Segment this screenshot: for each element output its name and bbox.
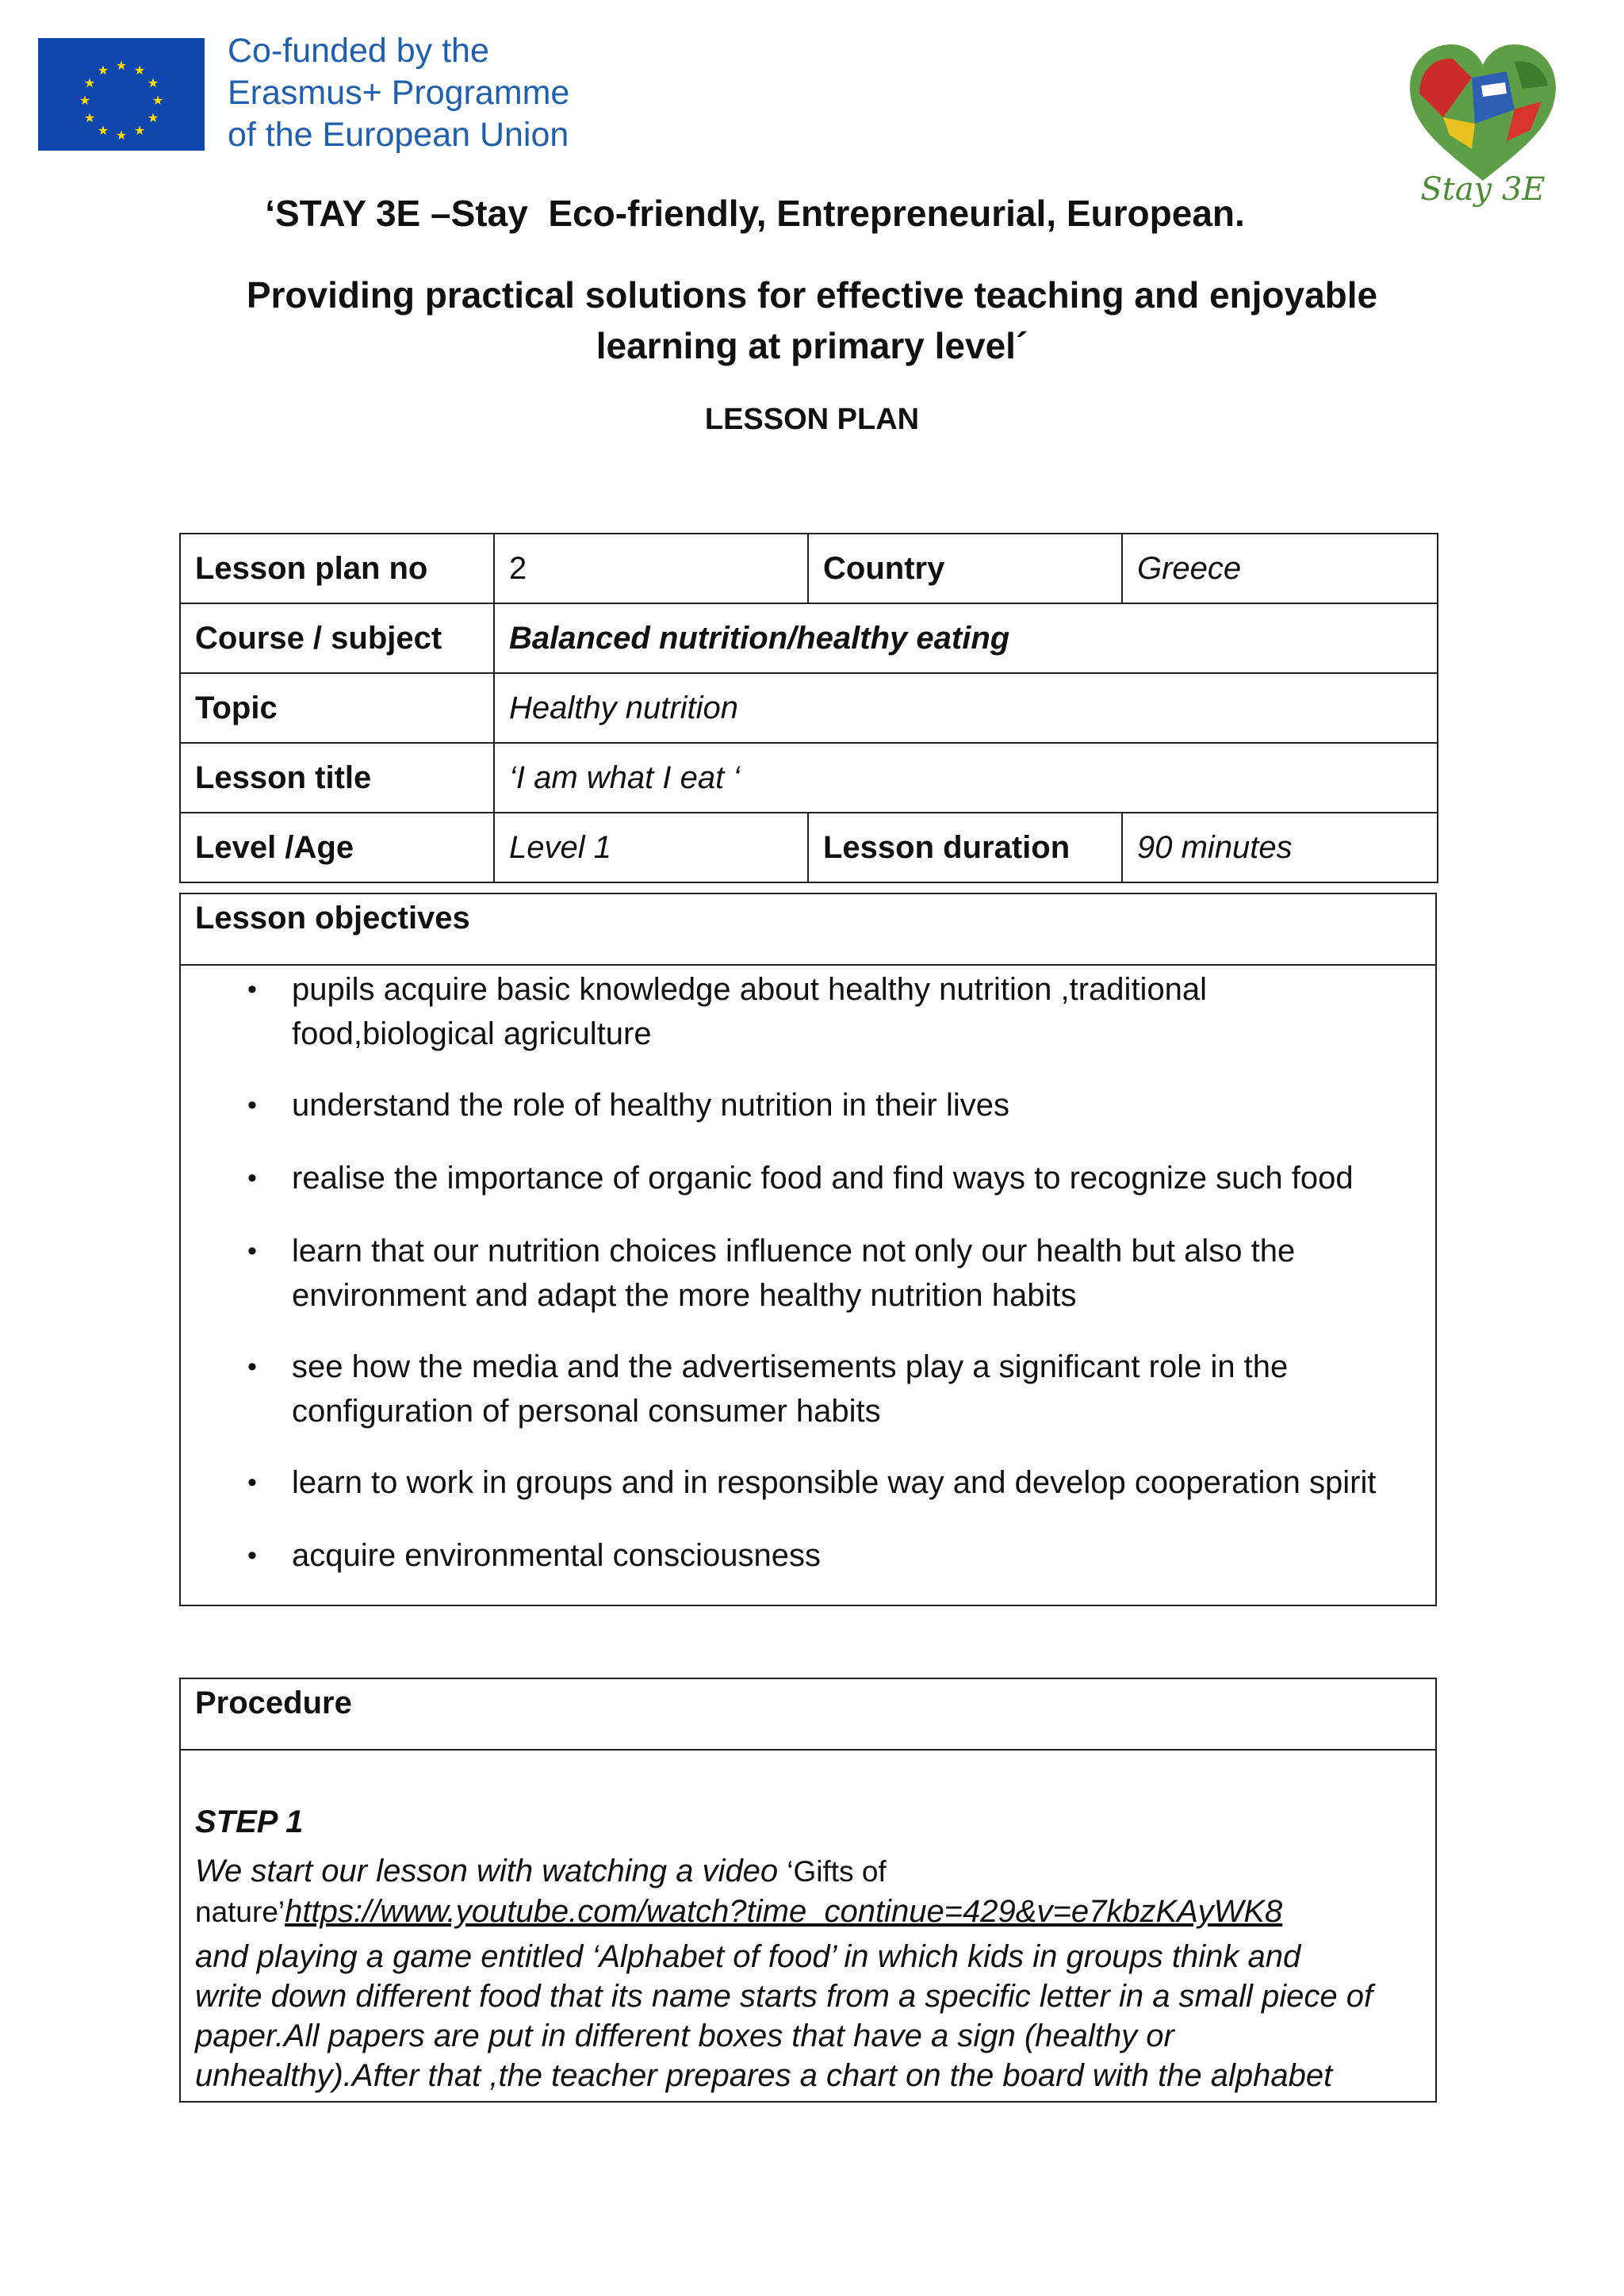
project-title: ‘STAY 3E –Stay Eco-friendly, Entrepreneurial, European. (265, 193, 1245, 234)
eu-cofunded-text (228, 30, 569, 156)
course-value: Balanced nutrition/healthy eating (494, 603, 1438, 673)
bullet-icon: • (247, 1540, 257, 1571)
lesson-info-table (179, 533, 1438, 883)
svg-text:★: ★ (115, 58, 128, 73)
project-subtitle-line-2: learning at primary level´ (596, 325, 1028, 366)
lesson-plan-heading: LESSON PLAN (704, 403, 920, 436)
logo-text: Stay 3E (1420, 171, 1545, 208)
project-subtitle-line-1: Providing practical solutions for effective teaching and enjoyable (246, 274, 1378, 316)
table-row (180, 603, 1438, 673)
svg-text:★: ★ (133, 63, 146, 78)
list-item (247, 1345, 1418, 1433)
step-1-line: paper.All papers are put in different boxes that have a sign (healthy or (195, 2019, 1174, 2053)
lesson-plan-no-label: Lesson plan no (180, 534, 494, 603)
list-item (247, 1083, 1418, 1127)
video-title-part-1: ‘Gifts of (787, 1855, 887, 1888)
list-item (247, 967, 1418, 1056)
level-value: Level 1 (494, 813, 808, 882)
objective-line: food,biological agriculture (292, 1016, 652, 1051)
objective-line: understand the role of healthy nutrition in their lives (292, 1088, 1009, 1123)
svg-text:★: ★ (97, 123, 109, 138)
country-value: Greece (1122, 534, 1438, 603)
objective-line: configuration of personal consumer habits (292, 1394, 881, 1429)
svg-text:★: ★ (97, 63, 109, 78)
svg-text:★: ★ (79, 93, 91, 108)
level-label: Level /Age (180, 813, 494, 882)
objective-line: learn to work in groups and in responsible way and develop cooperation spirit (292, 1465, 1377, 1500)
country-label: Country (808, 534, 1122, 603)
procedure-body (195, 1804, 1424, 2095)
duration-label: Lesson duration (808, 813, 1122, 882)
eu-line-2: Erasmus+ Programme (228, 74, 570, 112)
svg-text:★: ★ (151, 93, 164, 108)
objective-line: pupils acquire basic knowledge about healthy nutrition ,traditional (292, 972, 1208, 1007)
project-subtitle (0, 270, 1624, 371)
eu-line-1: Co-funded by the (228, 32, 489, 70)
svg-text:★: ★ (147, 110, 159, 125)
procedure-box (179, 1678, 1437, 2103)
topic-value: Healthy nutrition (494, 673, 1438, 743)
step-1-intro-text: We start our lesson with watching a video (195, 1854, 787, 1888)
svg-text:★: ★ (83, 110, 96, 125)
list-item (247, 1460, 1418, 1505)
step-1-intro (195, 1851, 1424, 1932)
topic-label: Topic (180, 673, 494, 743)
lesson-title-label: Lesson title (180, 743, 494, 813)
objective-line: see how the media and the advertisements play a significant role in the (292, 1349, 1289, 1384)
course-label: Course / subject (180, 603, 494, 673)
step-1-description (195, 1937, 1424, 2095)
bullet-icon: • (247, 1468, 257, 1498)
svg-text:★: ★ (83, 75, 96, 90)
eu-flag-icon (38, 38, 205, 151)
stay-3e-heart-logo (1396, 30, 1570, 214)
procedure-heading: Procedure (181, 1679, 1435, 1751)
bullet-icon: • (247, 1090, 257, 1120)
duration-value: 90 minutes (1122, 813, 1438, 882)
lesson-plan-no-value: 2 (494, 534, 808, 603)
step-1-line: write down different food that its name starts from a specific letter in a small piece of (195, 1979, 1373, 2014)
svg-text:★: ★ (147, 75, 159, 90)
lesson-objectives-box (179, 893, 1437, 1606)
objective-line: acquire environmental consciousness (292, 1538, 822, 1573)
step-1-line: unhealthy).After that ,the teacher prepares a chart on the board with the alphabet (195, 2058, 1333, 2093)
objectives-heading: Lesson objectives (181, 894, 1435, 966)
objective-line: realise the importance of organic food and find ways to recognize such food (292, 1161, 1354, 1196)
bullet-icon: • (247, 1352, 257, 1382)
svg-text:★: ★ (133, 123, 146, 138)
objective-line: learn that our nutrition choices influence not only our health but also the (292, 1234, 1296, 1269)
bullet-icon: • (247, 1236, 257, 1266)
bullet-icon: • (247, 974, 257, 1004)
table-row (180, 673, 1438, 743)
list-item (247, 1229, 1418, 1318)
bullet-icon: • (247, 1163, 257, 1193)
table-row (180, 813, 1438, 882)
step-1-line: and playing a game entitled ‘Alphabet of food’ in which kids in groups think and (195, 1939, 1301, 1974)
lesson-title-value: ‘I am what I eat ‘ (494, 743, 1438, 813)
eu-line-3: of the European Union (228, 116, 569, 154)
list-item (247, 1156, 1418, 1200)
objective-line: environment and adapt the more healthy nutrition habits (292, 1278, 1077, 1313)
step-1-label: STEP 1 (195, 1804, 304, 1839)
video-title-part-2: nature’ (195, 1896, 285, 1928)
list-item (247, 1533, 1418, 1578)
video-link[interactable]: https://www.youtube.com/watch?time_continue=429&v=e7kbzKAyWK8 (285, 1894, 1283, 1929)
svg-text:★: ★ (115, 128, 128, 143)
table-row (180, 534, 1438, 603)
table-row (180, 743, 1438, 813)
